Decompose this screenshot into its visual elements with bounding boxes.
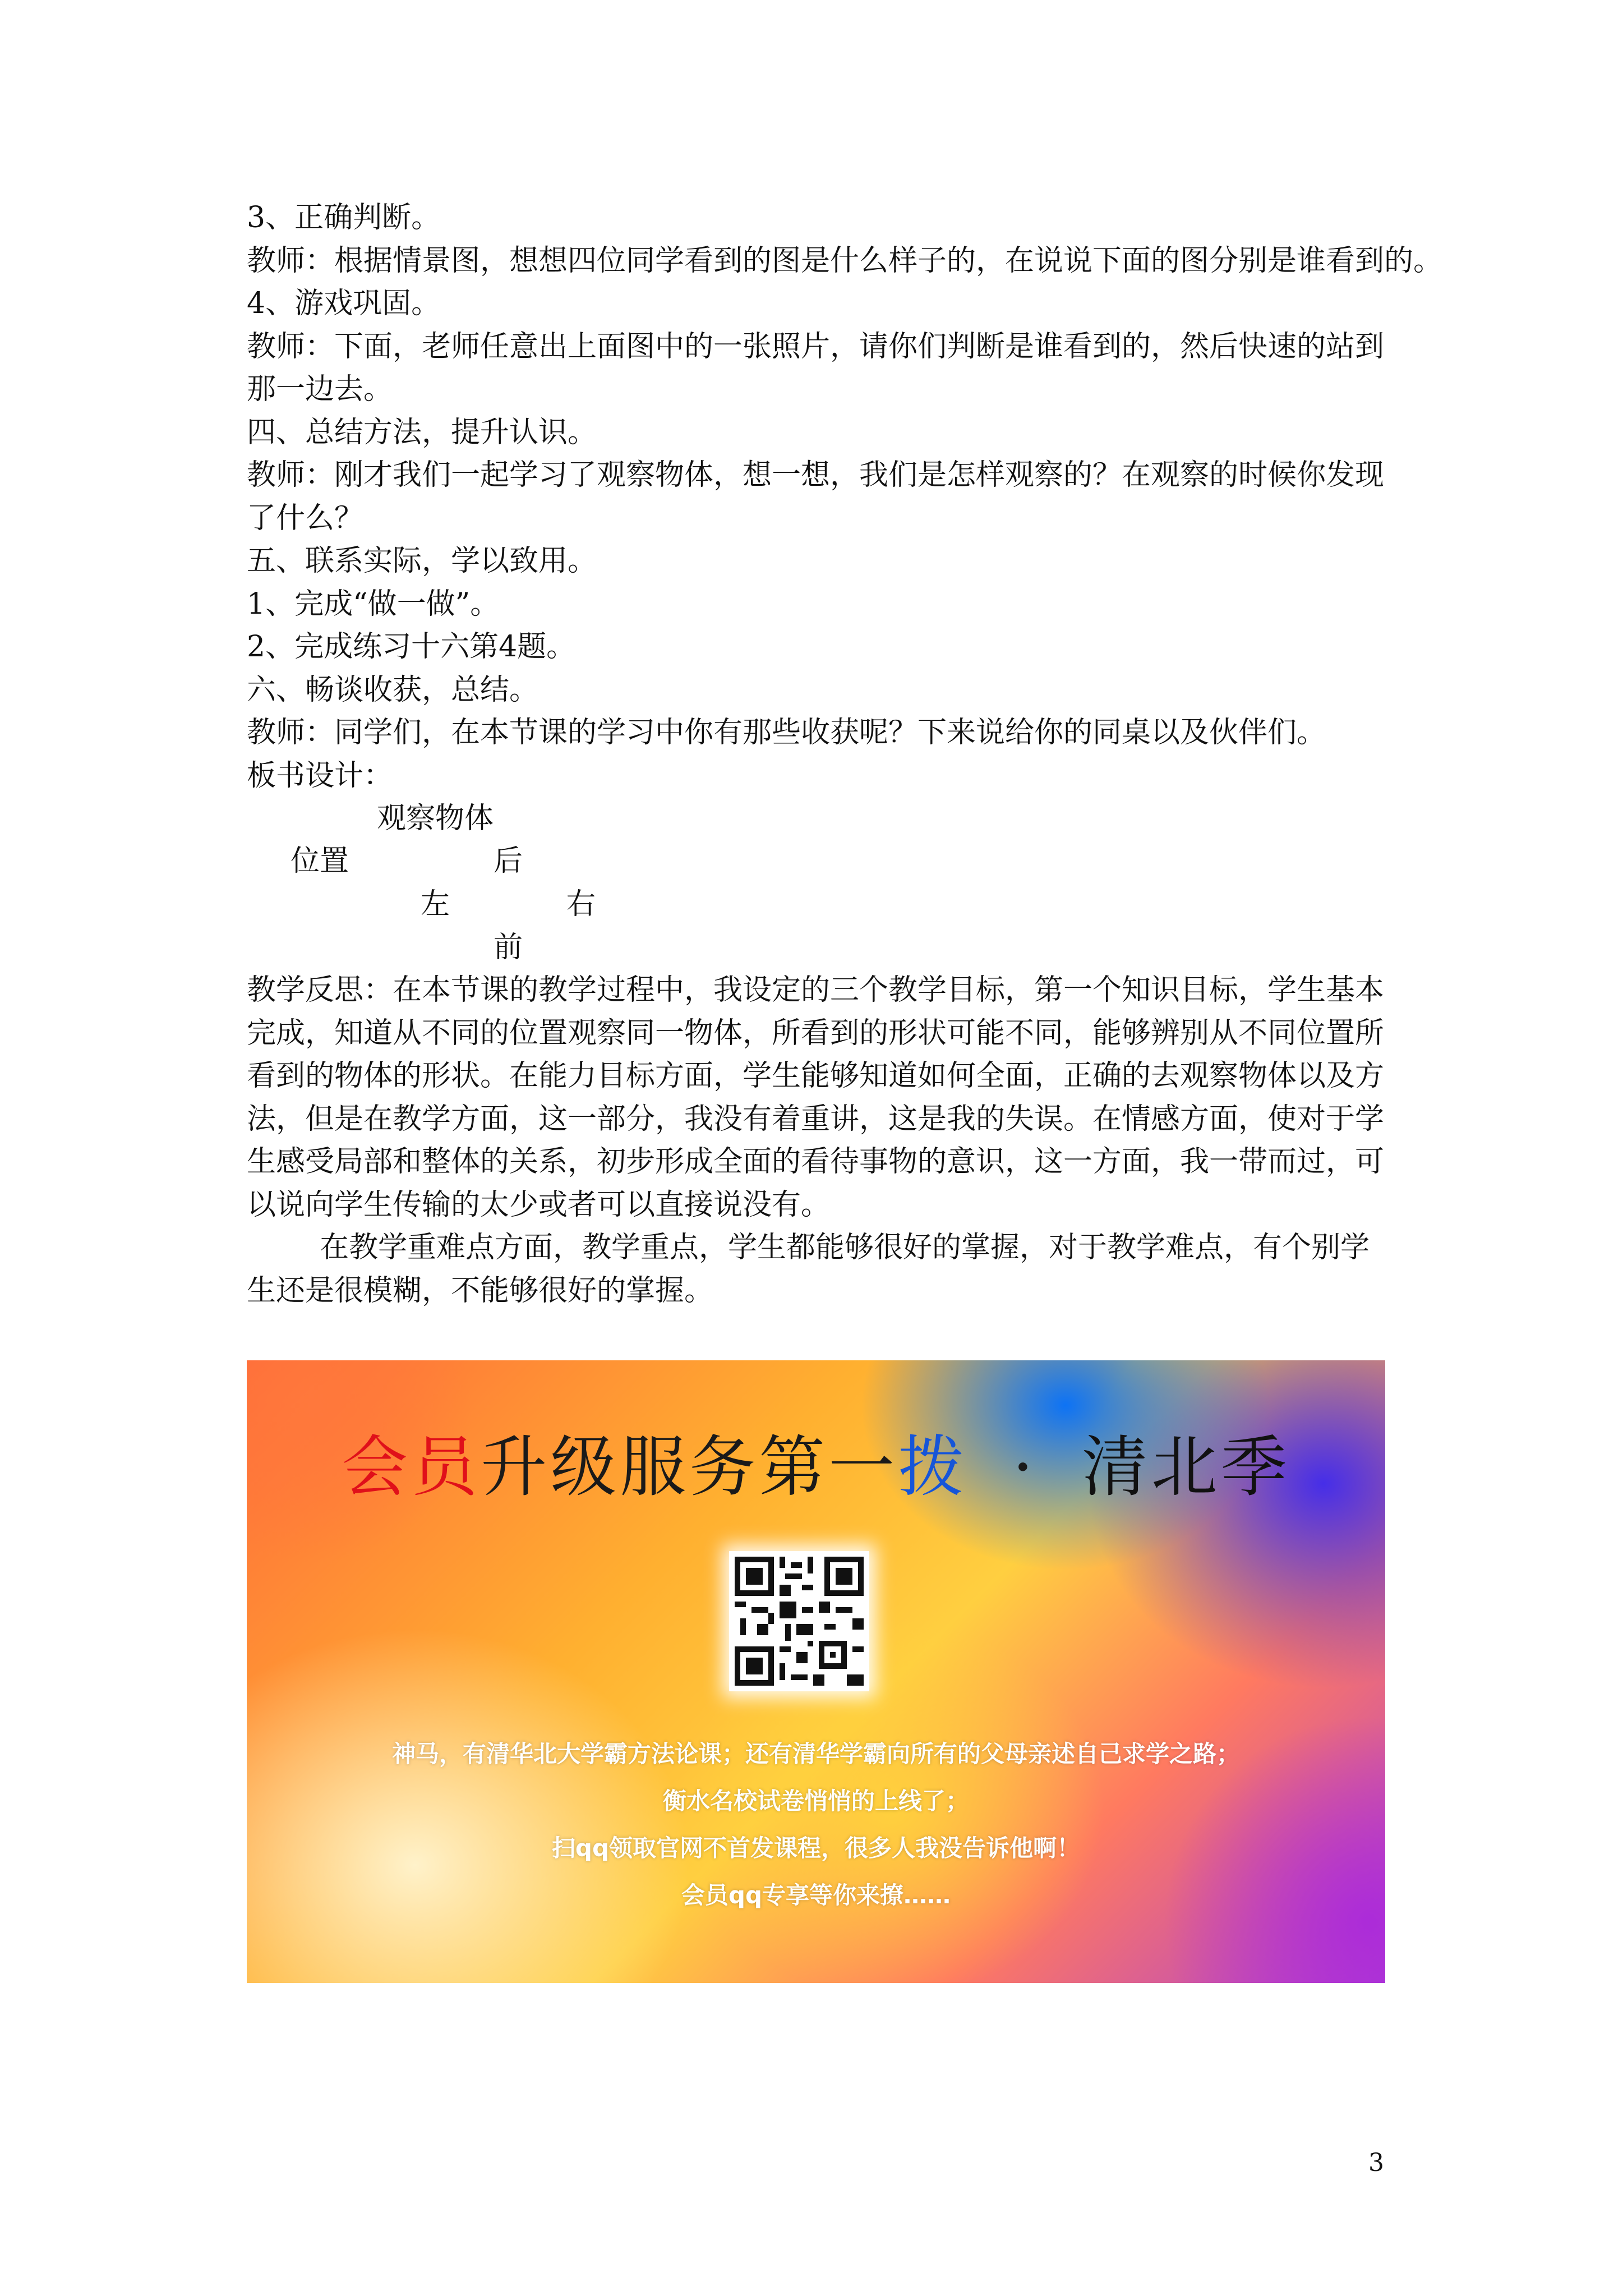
section-heading: 五、联系实际，学以致用。: [247, 544, 597, 578]
paragraph: 教师：根据情景图，想想四位同学看到的图是什么样子的，在说说下面的图分别是谁看到的。: [247, 243, 1443, 278]
reflection-paragraph: 教学反思：在本节课的教学过程中，我设定的三个教学目标，第一个知识目标，学生基本完成，知道从不同的位置观察同一物体，所看到的形状可能不同，能够辨别从不同位置所看到的物体的形状。在能力目标方面，学生能够知道如何全面，正确的去观察物体以及方法，但是在教学方面，这一部分，我没有着重讲，这是我的失误。在情感方面，使对于学生感受局部和整体的关系，初步形成全面的看待事物的意识，这一方面，我一带而过，可以说向学生传输的太少或者可以直接说没有。: [247, 973, 1385, 1222]
board-title: 观察物体: [377, 802, 494, 835]
paragraph: 教师：刚才我们一起学习了观察物体，想一想，我们是怎样观察的？在观察的时候你发现了什么？: [247, 458, 1385, 535]
qr-code-icon[interactable]: [729, 1551, 869, 1691]
banner-line: 神马，有清华北大学霸方法论课；还有清华学霸向所有的父母亲述自己求学之路；: [391, 1740, 1240, 1768]
board-front: 前: [494, 931, 523, 964]
banner-text: [247, 1731, 1385, 1919]
document-body: [247, 196, 1443, 1312]
banner-line: 会员qq专享等你来撩……: [681, 1881, 951, 1909]
banner-line: 衡水名校试卷悄悄的上线了；: [662, 1787, 969, 1815]
board-design-label: 板书设计：: [247, 758, 393, 793]
list-item: 2、完成练习十六第4题。: [247, 630, 576, 664]
board-design: [247, 797, 1385, 969]
section-heading: 3、正确判断。: [247, 201, 441, 234]
section-heading: 六、畅谈收获，总结。: [247, 673, 539, 707]
banner-line: 扫qq领取官网不首发课程，很多人我没告诉他啊！: [551, 1834, 1081, 1862]
list-item: 1、完成“做一做”。: [247, 587, 500, 621]
paragraph: 教师：下面，老师任意出上面图中的一张照片，请你们判断是谁看到的，然后快速的站到那一边去。: [247, 329, 1385, 406]
section-heading: 四、总结方法，提升认识。: [247, 415, 597, 449]
board-left: 左: [421, 887, 450, 921]
board-position: 位置: [291, 844, 349, 878]
section-heading: 4、游戏巩固。: [247, 287, 441, 320]
banner-title: 会员升级服务第一拨 · 清北季: [342, 1428, 1290, 1506]
board-back: 后: [494, 844, 523, 878]
paragraph: 教师：同学们，在本节课的学习中你有那些收获呢？下来说给你的同桌以及伙伴们。: [247, 716, 1326, 749]
page-number: 3: [1368, 2148, 1384, 2177]
promo-banner[interactable]: [247, 1360, 1385, 1983]
board-right: 右: [566, 887, 596, 921]
reflection-paragraph: 在教学重难点方面，教学重点，学生都能够很好的掌握，对于教学难点，有个别学生还是很模糊，不能够很好的掌握。: [247, 1231, 1370, 1308]
